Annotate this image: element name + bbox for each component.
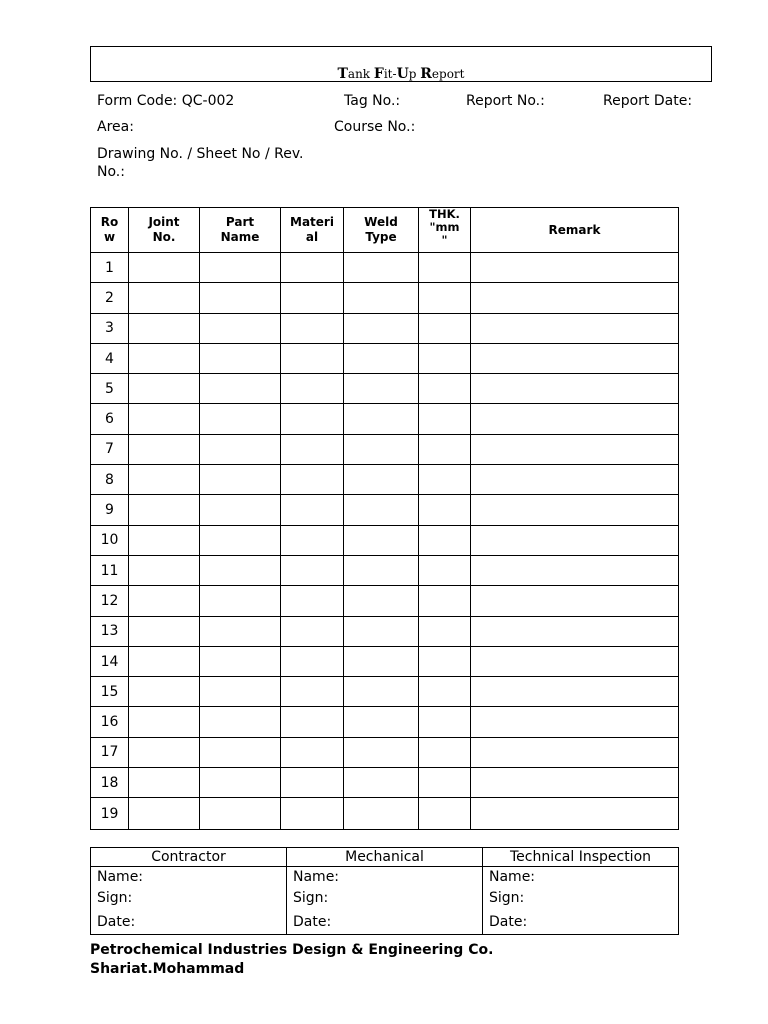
table-cell[interactable] (471, 737, 679, 767)
table-cell[interactable] (471, 434, 679, 464)
row-number: 1 (91, 253, 129, 283)
table-cell[interactable] (129, 737, 200, 767)
table-cell[interactable] (281, 707, 344, 737)
table-cell[interactable] (281, 253, 344, 283)
table-cell[interactable] (344, 616, 419, 646)
signature-row (91, 867, 679, 887)
table-row (91, 737, 679, 767)
table-row (91, 646, 679, 676)
table-row (91, 525, 679, 555)
table-row (91, 283, 679, 313)
signature-field-label[interactable]: Name: (287, 867, 483, 887)
table-cell[interactable] (419, 434, 471, 464)
table-cell[interactable] (200, 768, 281, 798)
table-cell[interactable] (281, 495, 344, 525)
table-cell[interactable] (281, 798, 344, 830)
table-cell[interactable] (471, 768, 679, 798)
signature-field-label[interactable]: Sign: (483, 886, 679, 910)
table-cell[interactable] (200, 707, 281, 737)
table-cell[interactable] (419, 465, 471, 495)
row-number: 9 (91, 495, 129, 525)
row-number: 12 (91, 586, 129, 616)
row-number: 18 (91, 768, 129, 798)
table-cell[interactable] (471, 525, 679, 555)
table-cell[interactable] (471, 616, 679, 646)
table-row (91, 768, 679, 798)
table-cell[interactable] (200, 646, 281, 676)
table-cell[interactable] (200, 434, 281, 464)
table-cell[interactable] (419, 555, 471, 585)
table-cell[interactable] (344, 768, 419, 798)
row-number: 7 (91, 434, 129, 464)
table-cell[interactable] (344, 404, 419, 434)
table-cell[interactable] (129, 495, 200, 525)
table-cell[interactable] (200, 677, 281, 707)
table-cell[interactable] (281, 768, 344, 798)
table-cell[interactable] (200, 798, 281, 830)
table-cell[interactable] (281, 737, 344, 767)
table-cell[interactable] (200, 616, 281, 646)
table-cell[interactable] (281, 616, 344, 646)
title-part: ank (347, 67, 374, 81)
table-cell[interactable] (419, 707, 471, 737)
table-cell[interactable] (129, 768, 200, 798)
table-cell[interactable] (129, 374, 200, 404)
signature-field-label[interactable]: Sign: (287, 886, 483, 910)
table-cell[interactable] (419, 616, 471, 646)
table-cell[interactable] (419, 768, 471, 798)
table-cell[interactable] (471, 465, 679, 495)
table-cell[interactable] (419, 313, 471, 343)
row-number: 4 (91, 343, 129, 373)
table-row (91, 798, 679, 830)
row-number: 13 (91, 616, 129, 646)
table-cell[interactable] (200, 495, 281, 525)
table-cell[interactable] (344, 313, 419, 343)
table-cell[interactable] (344, 253, 419, 283)
signature-field-label[interactable]: Date: (287, 910, 483, 935)
table-cell[interactable] (344, 465, 419, 495)
table-cell[interactable] (200, 555, 281, 585)
table-cell[interactable] (419, 525, 471, 555)
table-cell[interactable] (419, 737, 471, 767)
table-row (91, 404, 679, 434)
table-cell[interactable] (471, 374, 679, 404)
table-cell[interactable] (129, 465, 200, 495)
report-date-field: Report Date: (603, 93, 693, 109)
title-part: eport (431, 67, 465, 81)
table-cell[interactable] (281, 434, 344, 464)
table-cell[interactable] (200, 586, 281, 616)
table-cell[interactable] (129, 343, 200, 373)
form-code-field: Form Code: QC-002 (97, 93, 235, 109)
report-title (91, 66, 711, 82)
signature-field-label[interactable]: Date: (483, 910, 679, 935)
column-header: Remark (471, 208, 679, 253)
table-cell[interactable] (471, 707, 679, 737)
table-row (91, 616, 679, 646)
course-no-field: Course No.: (334, 119, 416, 135)
report-title-box (90, 46, 712, 82)
table-cell[interactable] (129, 525, 200, 555)
table-cell[interactable] (344, 646, 419, 676)
table-cell[interactable] (344, 555, 419, 585)
table-cell[interactable] (419, 404, 471, 434)
table-row (91, 313, 679, 343)
table-cell[interactable] (419, 343, 471, 373)
table-cell[interactable] (471, 677, 679, 707)
row-number: 10 (91, 525, 129, 555)
row-number: 2 (91, 283, 129, 313)
signature-header-row (91, 848, 679, 867)
table-row (91, 253, 679, 283)
table-cell[interactable] (129, 798, 200, 830)
table-cell[interactable] (344, 677, 419, 707)
table-cell[interactable] (471, 343, 679, 373)
table-cell[interactable] (471, 555, 679, 585)
table-cell[interactable] (129, 313, 200, 343)
table-cell[interactable] (129, 616, 200, 646)
table-cell[interactable] (281, 404, 344, 434)
table-cell[interactable] (200, 737, 281, 767)
company-name: Petrochemical Industries Design & Engineering Co. (90, 942, 494, 958)
table-cell[interactable] (129, 404, 200, 434)
signature-field-label[interactable]: Name: (483, 867, 679, 887)
table-cell[interactable] (471, 495, 679, 525)
report-no-field: Report No.: (466, 93, 545, 109)
table-cell[interactable] (129, 707, 200, 737)
signature-field-label[interactable]: Name: (91, 867, 287, 887)
table-cell[interactable] (471, 313, 679, 343)
title-part: T (337, 66, 348, 82)
title-part: p (408, 67, 421, 81)
signature-field-label[interactable]: Sign: (91, 886, 287, 910)
table-row (91, 434, 679, 464)
column-header: Weld Type (344, 208, 419, 253)
table-cell[interactable] (281, 465, 344, 495)
row-number: 19 (91, 798, 129, 830)
table-cell[interactable] (200, 283, 281, 313)
title-part: U (396, 66, 409, 82)
table-cell[interactable] (419, 646, 471, 676)
table-cell[interactable] (281, 677, 344, 707)
table-cell[interactable] (200, 253, 281, 283)
tag-no-field: Tag No.: (344, 93, 401, 109)
table-cell[interactable] (419, 586, 471, 616)
table-cell[interactable] (129, 555, 200, 585)
column-header: Part Name (200, 208, 281, 253)
signature-field-label[interactable]: Date: (91, 910, 287, 935)
table-cell[interactable] (129, 586, 200, 616)
table-cell[interactable] (281, 646, 344, 676)
table-cell[interactable] (200, 313, 281, 343)
table-row (91, 465, 679, 495)
signature-row (91, 910, 679, 935)
table-cell[interactable] (419, 495, 471, 525)
table-row (91, 343, 679, 373)
table-cell[interactable] (200, 525, 281, 555)
table-cell[interactable] (471, 586, 679, 616)
table-cell[interactable] (129, 677, 200, 707)
table-row (91, 677, 679, 707)
table-cell[interactable] (129, 646, 200, 676)
table-cell[interactable] (419, 798, 471, 830)
table-cell[interactable] (344, 495, 419, 525)
table-row (91, 374, 679, 404)
table-cell[interactable] (129, 283, 200, 313)
row-number: 15 (91, 677, 129, 707)
table-cell[interactable] (200, 465, 281, 495)
table-cell[interactable] (129, 434, 200, 464)
row-number: 8 (91, 465, 129, 495)
table-cell[interactable] (419, 677, 471, 707)
row-number: 5 (91, 374, 129, 404)
signature-column-header: Mechanical (287, 848, 483, 867)
table-cell[interactable] (281, 586, 344, 616)
table-cell[interactable] (471, 646, 679, 676)
row-number: 3 (91, 313, 129, 343)
table-row (91, 586, 679, 616)
table-cell[interactable] (344, 343, 419, 373)
table-row (91, 707, 679, 737)
fitup-table (90, 207, 679, 830)
title-part: F (373, 66, 384, 82)
table-cell[interactable] (344, 283, 419, 313)
table-cell[interactable] (281, 283, 344, 313)
table-cell[interactable] (344, 525, 419, 555)
author-name: Shariat.Mohammad (90, 961, 245, 977)
table-cell[interactable] (344, 798, 419, 830)
signature-column-header: Technical Inspection (483, 848, 679, 867)
row-number: 16 (91, 707, 129, 737)
area-field: Area: (97, 119, 134, 135)
table-cell[interactable] (281, 525, 344, 555)
table-cell[interactable] (344, 374, 419, 404)
table-cell[interactable] (281, 555, 344, 585)
table-cell[interactable] (344, 434, 419, 464)
column-header: Joint No. (129, 208, 200, 253)
table-cell[interactable] (471, 253, 679, 283)
column-header: Materi al (281, 208, 344, 253)
table-row (91, 555, 679, 585)
table-cell[interactable] (344, 707, 419, 737)
table-cell[interactable] (344, 737, 419, 767)
title-part: it- (383, 67, 397, 81)
table-cell[interactable] (344, 586, 419, 616)
drawing-no-field-line2: No.: (97, 164, 125, 180)
column-header: THK. "mm " (419, 208, 471, 253)
row-number: 17 (91, 737, 129, 767)
signature-column-header: Contractor (91, 848, 287, 867)
table-row (91, 495, 679, 525)
table-cell[interactable] (419, 283, 471, 313)
table-cell[interactable] (200, 404, 281, 434)
column-header: Ro w (91, 208, 129, 253)
table-cell[interactable] (419, 253, 471, 283)
table-cell[interactable] (129, 253, 200, 283)
table-cell[interactable] (200, 343, 281, 373)
table-cell[interactable] (471, 798, 679, 830)
table-cell[interactable] (471, 404, 679, 434)
table-cell[interactable] (281, 343, 344, 373)
table-header-row (91, 208, 679, 253)
row-number: 14 (91, 646, 129, 676)
table-cell[interactable] (281, 374, 344, 404)
title-part: R (420, 66, 432, 82)
table-cell[interactable] (281, 313, 344, 343)
signature-table (90, 847, 679, 935)
row-number: 11 (91, 555, 129, 585)
table-cell[interactable] (419, 374, 471, 404)
table-cell[interactable] (471, 283, 679, 313)
signature-row (91, 886, 679, 910)
row-number: 6 (91, 404, 129, 434)
table-cell[interactable] (200, 374, 281, 404)
drawing-no-field-line1: Drawing No. / Sheet No / Rev. (97, 146, 304, 162)
